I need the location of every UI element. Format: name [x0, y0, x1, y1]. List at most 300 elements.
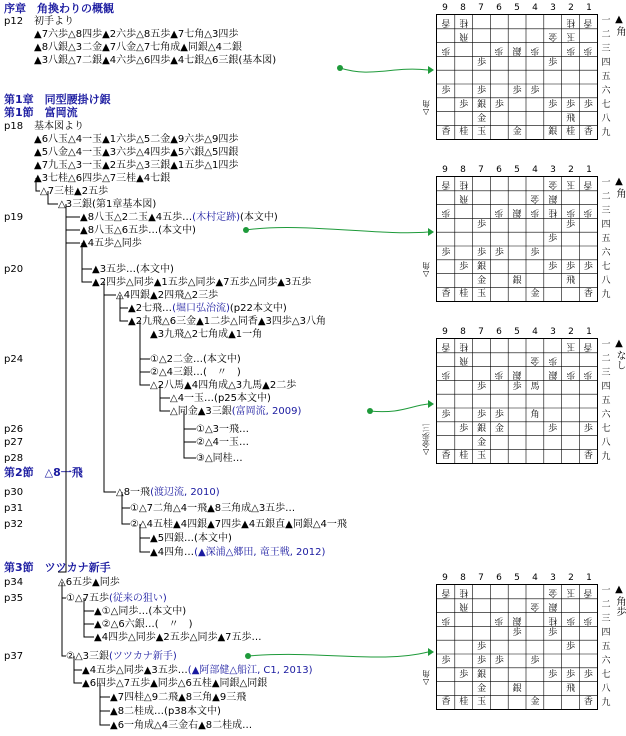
sente-hand: ▲ なし	[614, 338, 625, 370]
move-text: 第2節 △8一飛	[4, 466, 83, 479]
move-line	[34, 146, 238, 159]
move-line	[92, 263, 174, 276]
page-ref: p27	[4, 437, 24, 448]
move-line	[34, 54, 276, 67]
column-label: 2	[568, 165, 574, 175]
piece: 歩	[441, 368, 451, 379]
source-note: (ツツカナ新手)	[109, 651, 177, 662]
piece: 歩	[548, 354, 558, 365]
piece: 金	[477, 275, 487, 286]
piece: 飛	[459, 192, 469, 203]
column-label: 9	[442, 573, 448, 583]
column-label: 4	[532, 327, 538, 337]
move-line	[92, 276, 311, 289]
gote-hand-pieces: 角	[421, 100, 431, 108]
source-note: (渡辺流, 2010)	[150, 487, 220, 498]
move-text: ▲7九玉△3一玉▲2五歩△3三銀▲1五歩△1四歩	[34, 160, 239, 171]
move-text: ②△4三銀…( 〃 )	[150, 367, 241, 378]
piece: 桂	[459, 697, 469, 708]
source-note: (▲深浦△郷田, 竜王戦, 2012)	[194, 547, 326, 558]
move-text: ▲8二桂成…(p38本文中)	[110, 706, 221, 717]
piece: 歩	[477, 410, 487, 420]
move-text: △4四銀▲2四飛△2三歩	[116, 290, 219, 301]
row-label: 二	[601, 354, 611, 364]
section-heading	[4, 561, 111, 574]
row-label: 三	[601, 368, 611, 378]
source-note: (従来の狙い)	[109, 593, 167, 604]
piece: 歩	[459, 669, 469, 680]
column-labels	[436, 2, 598, 14]
move-text: ▲2九飛△6三金▲1二歩△同香▲3四歩△3八角	[128, 316, 326, 327]
move-text: ①△3一飛…	[196, 424, 250, 435]
section-heading	[4, 466, 83, 479]
page-ref: p37	[4, 651, 24, 662]
piece: 桂	[548, 614, 558, 625]
piece: 歩	[477, 220, 487, 231]
move-line	[170, 392, 271, 405]
page-ref: p20	[4, 264, 24, 275]
piece: 歩	[459, 99, 469, 110]
piece: 歩	[441, 656, 451, 666]
piece: 香	[441, 341, 451, 351]
piece: 銀	[477, 423, 487, 434]
column-label: 5	[514, 327, 520, 337]
row-label: 九	[601, 452, 611, 462]
piece: 桂	[566, 127, 576, 138]
row-label: 九	[601, 128, 611, 138]
move-text: ▲2七飛…	[128, 303, 173, 314]
row-label: 五	[601, 72, 611, 82]
move-line	[150, 328, 262, 341]
piece: 金	[477, 683, 487, 694]
row-label: 四	[601, 220, 611, 230]
move-line	[34, 120, 84, 133]
piece: 歩	[494, 614, 504, 625]
row-label: 七	[601, 670, 611, 680]
column-label: 8	[460, 573, 466, 583]
row-label: 一	[601, 16, 611, 26]
piece: 歩	[494, 44, 504, 55]
piece: 歩	[583, 99, 593, 110]
sente-hand-pieces: 角歩	[614, 596, 625, 616]
row-label: 七	[601, 424, 611, 434]
piece: 角	[530, 410, 540, 420]
piece: 玉	[477, 127, 487, 138]
piece: 銀	[512, 275, 522, 286]
move-line	[150, 379, 296, 392]
piece: 歩	[548, 58, 558, 69]
piece: 香	[583, 587, 593, 597]
board-grid	[436, 176, 598, 302]
move-text: ▲4四歩△同歩▲2五歩△同歩▲7五歩…	[94, 632, 262, 643]
move-text: ▲3九飛△2七角成▲1一角	[150, 329, 263, 340]
gote-hand	[420, 98, 432, 117]
move-line	[130, 518, 347, 531]
move-line	[34, 28, 238, 41]
piece: 金	[512, 127, 522, 138]
move-text: ▲6八玉△4一玉▲1六歩△5二金▲9六歩△9四歩	[34, 134, 239, 145]
piece: 歩	[566, 220, 576, 231]
piece: 歩	[566, 368, 576, 379]
move-line	[66, 650, 177, 663]
column-label: 3	[550, 573, 556, 583]
move-text: ▲2四歩△同歩▲1五歩△同歩▲7五歩△同歩▲3五歩	[92, 277, 312, 288]
column-label: 1	[586, 3, 592, 13]
piece: 歩	[494, 206, 504, 217]
move-text: 序章 角換わりの概観	[4, 2, 114, 15]
move-text: ▲7四桂△9二飛▲8三角▲9三飛	[110, 692, 247, 703]
piece: 歩	[583, 368, 593, 379]
row-label: 二	[601, 30, 611, 40]
page-ref: p24	[4, 354, 24, 365]
column-label: 7	[478, 165, 484, 175]
move-text: △4一玉…(p25本文中)	[170, 393, 271, 404]
column-label: 1	[586, 327, 592, 337]
piece: 銀	[477, 261, 487, 272]
column-label: 1	[586, 165, 592, 175]
piece: 歩	[494, 368, 504, 379]
piece: 歩	[530, 656, 540, 666]
ref-note: (p22本文中)	[229, 303, 287, 314]
piece: 歩	[512, 86, 522, 96]
move-line	[34, 172, 170, 185]
row-label: 八	[601, 114, 611, 124]
piece: 香	[441, 451, 451, 462]
move-line	[80, 237, 142, 250]
piece: 歩	[459, 261, 469, 272]
page-ref: p19	[4, 212, 24, 223]
move-line	[34, 159, 238, 172]
move-line	[150, 546, 325, 559]
piece: 金	[530, 354, 540, 365]
piece: 香	[441, 179, 451, 189]
source-note: (木村定跡)	[192, 212, 240, 223]
piece: 歩	[477, 656, 487, 666]
piece: 金	[530, 289, 540, 300]
piece: 玉	[566, 179, 576, 189]
row-label: 一	[601, 340, 611, 350]
piece: 桂	[566, 17, 576, 27]
piece: 歩	[477, 58, 487, 69]
piece: 歩	[530, 86, 540, 96]
piece: 歩	[494, 248, 504, 258]
move-text: ▲5八金△4一玉▲3六歩△4四歩▲5六銀△5四銀	[34, 147, 239, 158]
column-label: 4	[532, 165, 538, 175]
move-line	[82, 677, 267, 690]
piece: 歩	[494, 99, 504, 110]
gote-hand	[420, 668, 432, 687]
piece: 銀	[512, 368, 522, 379]
column-labels	[436, 572, 598, 584]
column-label: 5	[514, 165, 520, 175]
move-text: △8一飛	[116, 487, 151, 498]
column-label: 5	[514, 3, 520, 13]
piece: 歩	[530, 44, 540, 55]
piece: 飛	[566, 683, 576, 694]
piece: 歩	[477, 642, 487, 653]
page-ref: p32	[4, 519, 24, 530]
shogi-board	[421, 326, 625, 476]
move-text: ①△2二金…(本文中)	[150, 354, 241, 365]
shogi-board	[421, 164, 625, 314]
move-text: ▲8八玉△2二玉▲4五歩…	[80, 212, 193, 223]
row-label: 四	[601, 382, 611, 392]
move-line	[116, 486, 220, 499]
piece: 銀	[548, 127, 558, 138]
piece: 金	[494, 423, 504, 434]
row-label: 五	[601, 642, 611, 652]
row-label: 六	[601, 656, 611, 666]
piece: 歩	[566, 614, 576, 625]
move-text: ▲3七桂△6四歩△7三桂▲4七銀	[34, 173, 171, 184]
row-label: 一	[601, 178, 611, 188]
piece: 香	[583, 179, 593, 189]
move-text: ②△3三銀	[66, 651, 110, 662]
piece: 歩	[494, 410, 504, 420]
page-ref: p28	[4, 453, 24, 464]
gote-hand-pieces: 金歩三	[421, 424, 431, 448]
move-text: ▲②△6六銀…( 〃 )	[94, 619, 193, 630]
piece: 玉	[477, 289, 487, 300]
piece: 歩	[566, 669, 576, 680]
piece: 歩	[477, 86, 487, 96]
ref-note: (本文中)	[239, 212, 278, 223]
piece: 香	[583, 17, 593, 27]
move-line	[80, 211, 278, 224]
piece: 歩	[512, 382, 522, 393]
move-text: ▲3五歩…(本文中)	[92, 264, 174, 275]
piece: 香	[583, 341, 593, 351]
row-label: 二	[601, 600, 611, 610]
move-text: ①△7五歩	[66, 593, 110, 604]
section-heading	[4, 2, 114, 15]
piece: 馬	[530, 382, 540, 393]
piece: 銀	[512, 44, 522, 55]
gote-hand	[420, 260, 432, 279]
column-label: 1	[586, 573, 592, 583]
column-label: 5	[514, 573, 520, 583]
move-line	[196, 452, 243, 465]
section-heading	[4, 93, 111, 106]
piece: 歩	[441, 44, 451, 55]
column-label: 9	[442, 3, 448, 13]
column-label: 7	[478, 573, 484, 583]
column-label: 2	[568, 327, 574, 337]
move-text: △2八馬▲4四角成△3九馬▲2二歩	[150, 380, 297, 391]
move-text: 第3節 ツツカナ新手	[4, 561, 111, 574]
source-note: (▲阿部健△船江, C1, 2013)	[187, 665, 313, 676]
piece: 歩	[583, 261, 593, 272]
piece: 桂	[459, 289, 469, 300]
piece: 桂	[459, 341, 469, 351]
row-label: 七	[601, 262, 611, 272]
piece: 桂	[548, 206, 558, 217]
gote-marker: △	[422, 270, 430, 279]
piece: 飛	[459, 600, 469, 611]
piece: 桂	[459, 179, 469, 189]
piece: 銀	[477, 669, 487, 680]
move-text: △7三桂▲2五歩	[40, 186, 109, 197]
piece: 桂	[459, 17, 469, 27]
row-label: 七	[601, 100, 611, 110]
column-labels	[436, 164, 598, 176]
gote-marker: △	[422, 448, 430, 457]
column-label: 2	[568, 3, 574, 13]
move-text: ▲4五歩△同歩▲3五歩…	[82, 665, 188, 676]
piece: 歩	[548, 99, 558, 110]
row-label: 四	[601, 628, 611, 638]
piece: 歩	[512, 628, 522, 639]
move-text: △3三銀(第1章基本図)	[58, 199, 157, 210]
piece: 歩	[583, 44, 593, 55]
page-ref: p30	[4, 487, 24, 498]
sente-hand-pieces: 角	[614, 26, 625, 36]
piece: 飛	[459, 354, 469, 365]
page-ref: p34	[4, 577, 24, 588]
column-label: 8	[460, 165, 466, 175]
board-grid	[436, 14, 598, 140]
column-label: 7	[478, 327, 484, 337]
piece: 銀	[477, 99, 487, 110]
piece: 桂	[459, 451, 469, 462]
column-label: 3	[550, 327, 556, 337]
board-grid	[436, 584, 598, 710]
piece: 香	[583, 451, 593, 462]
move-line	[150, 353, 241, 366]
piece: 銀	[512, 206, 522, 217]
piece: 玉	[566, 341, 576, 351]
row-label: 三	[601, 614, 611, 624]
move-text: ▲6四歩△7五歩▲同歩△6五桂▲同銀△同銀	[82, 678, 268, 689]
piece: 金	[477, 113, 487, 124]
piece: 金	[530, 697, 540, 708]
piece: 桂	[459, 127, 469, 138]
column-label: 4	[532, 3, 538, 13]
row-label: 一	[601, 586, 611, 596]
piece: 歩	[494, 656, 504, 666]
column-label: 9	[442, 165, 448, 175]
piece: 歩	[441, 248, 451, 258]
move-text: △同金▲3三銀	[170, 406, 232, 417]
page-ref: p35	[4, 593, 24, 604]
piece: 銀	[548, 192, 558, 203]
move-text: ①△7二角△4一飛▲8三角成△3五歩…	[130, 503, 296, 514]
move-line	[66, 592, 167, 605]
row-label: 八	[601, 684, 611, 694]
piece: 歩	[548, 628, 558, 639]
move-text: ▲7六歩△8四歩▲2六歩△8五歩▲7七角△3四歩	[34, 29, 239, 40]
piece: 飛	[566, 113, 576, 124]
gote-hand-pieces: 角	[421, 262, 431, 270]
row-label: 五	[601, 234, 611, 244]
move-line	[82, 664, 313, 677]
column-label: 6	[496, 165, 502, 175]
move-text: ③△同桂…	[196, 453, 243, 464]
piece: 金	[548, 179, 558, 189]
sente-hand-pieces: なし	[614, 350, 625, 370]
move-text: 第1章 同型腰掛け銀	[4, 93, 111, 106]
gote-marker: △	[422, 678, 430, 687]
row-label: 三	[601, 206, 611, 216]
column-label: 7	[478, 3, 484, 13]
piece: 飛	[566, 275, 576, 286]
move-line	[170, 405, 301, 418]
move-line	[110, 691, 246, 704]
sente-hand: ▲ 角歩	[614, 584, 625, 616]
move-text: ▲3八銀△7二銀▲4六歩△6四歩▲4七銀△6三銀(基本図)	[34, 55, 277, 66]
column-label: 3	[550, 165, 556, 175]
move-line	[58, 198, 156, 211]
piece: 歩	[548, 234, 558, 245]
move-text: 基本図より	[34, 121, 84, 132]
piece: 金	[548, 30, 558, 41]
row-label: 八	[601, 438, 611, 448]
row-label: 八	[601, 276, 611, 286]
piece: 香	[441, 17, 451, 27]
move-text: ▲①△同歩…(本文中)	[94, 606, 187, 617]
move-line	[128, 315, 326, 328]
column-label: 9	[442, 327, 448, 337]
move-text: ▲4五歩△同歩	[80, 238, 142, 249]
move-line	[34, 41, 242, 54]
page-ref: p31	[4, 503, 24, 514]
source-note: (富岡流, 2009)	[231, 406, 302, 417]
piece: 歩	[441, 614, 451, 625]
row-label: 九	[601, 698, 611, 708]
column-labels	[436, 326, 598, 338]
arrow-tomioka	[370, 404, 428, 412]
piece: 歩	[548, 669, 558, 680]
piece: 香	[583, 127, 593, 138]
move-line	[94, 631, 262, 644]
column-label: 2	[568, 573, 574, 583]
piece: 歩	[530, 206, 540, 217]
page-ref: p26	[4, 424, 24, 435]
piece: 銀	[512, 683, 522, 694]
sente-hand: ▲ 角	[614, 176, 625, 198]
piece: 金	[530, 192, 540, 203]
piece: 香	[583, 697, 593, 708]
piece: 歩	[583, 669, 593, 680]
row-label: 六	[601, 248, 611, 258]
piece: 金	[477, 437, 487, 448]
page-ref: p12	[4, 16, 24, 27]
piece: 銀	[512, 614, 522, 625]
piece: 歩	[566, 44, 576, 55]
piece: 歩	[548, 261, 558, 272]
column-label: 8	[460, 327, 466, 337]
shogi-board	[421, 2, 625, 152]
piece: 香	[583, 289, 593, 300]
gote-hand-pieces: 角	[421, 670, 431, 678]
piece: 金	[530, 600, 540, 611]
move-text: ▲8八銀△3二金▲7八金△7七角成▲同銀△4二銀	[34, 42, 242, 53]
piece: 歩	[459, 423, 469, 434]
source-note: (堀口弘治流)	[172, 303, 230, 314]
column-label: 3	[550, 3, 556, 13]
piece: 銀	[548, 600, 558, 611]
move-line	[34, 133, 238, 146]
piece: 香	[441, 127, 451, 138]
piece: 玉	[477, 451, 487, 462]
piece: 飛	[459, 30, 469, 41]
piece: 歩	[583, 423, 593, 434]
piece: 歩	[583, 206, 593, 217]
piece: 香	[441, 289, 451, 300]
move-line	[40, 185, 108, 198]
move-line	[110, 705, 221, 718]
move-line	[94, 618, 193, 631]
